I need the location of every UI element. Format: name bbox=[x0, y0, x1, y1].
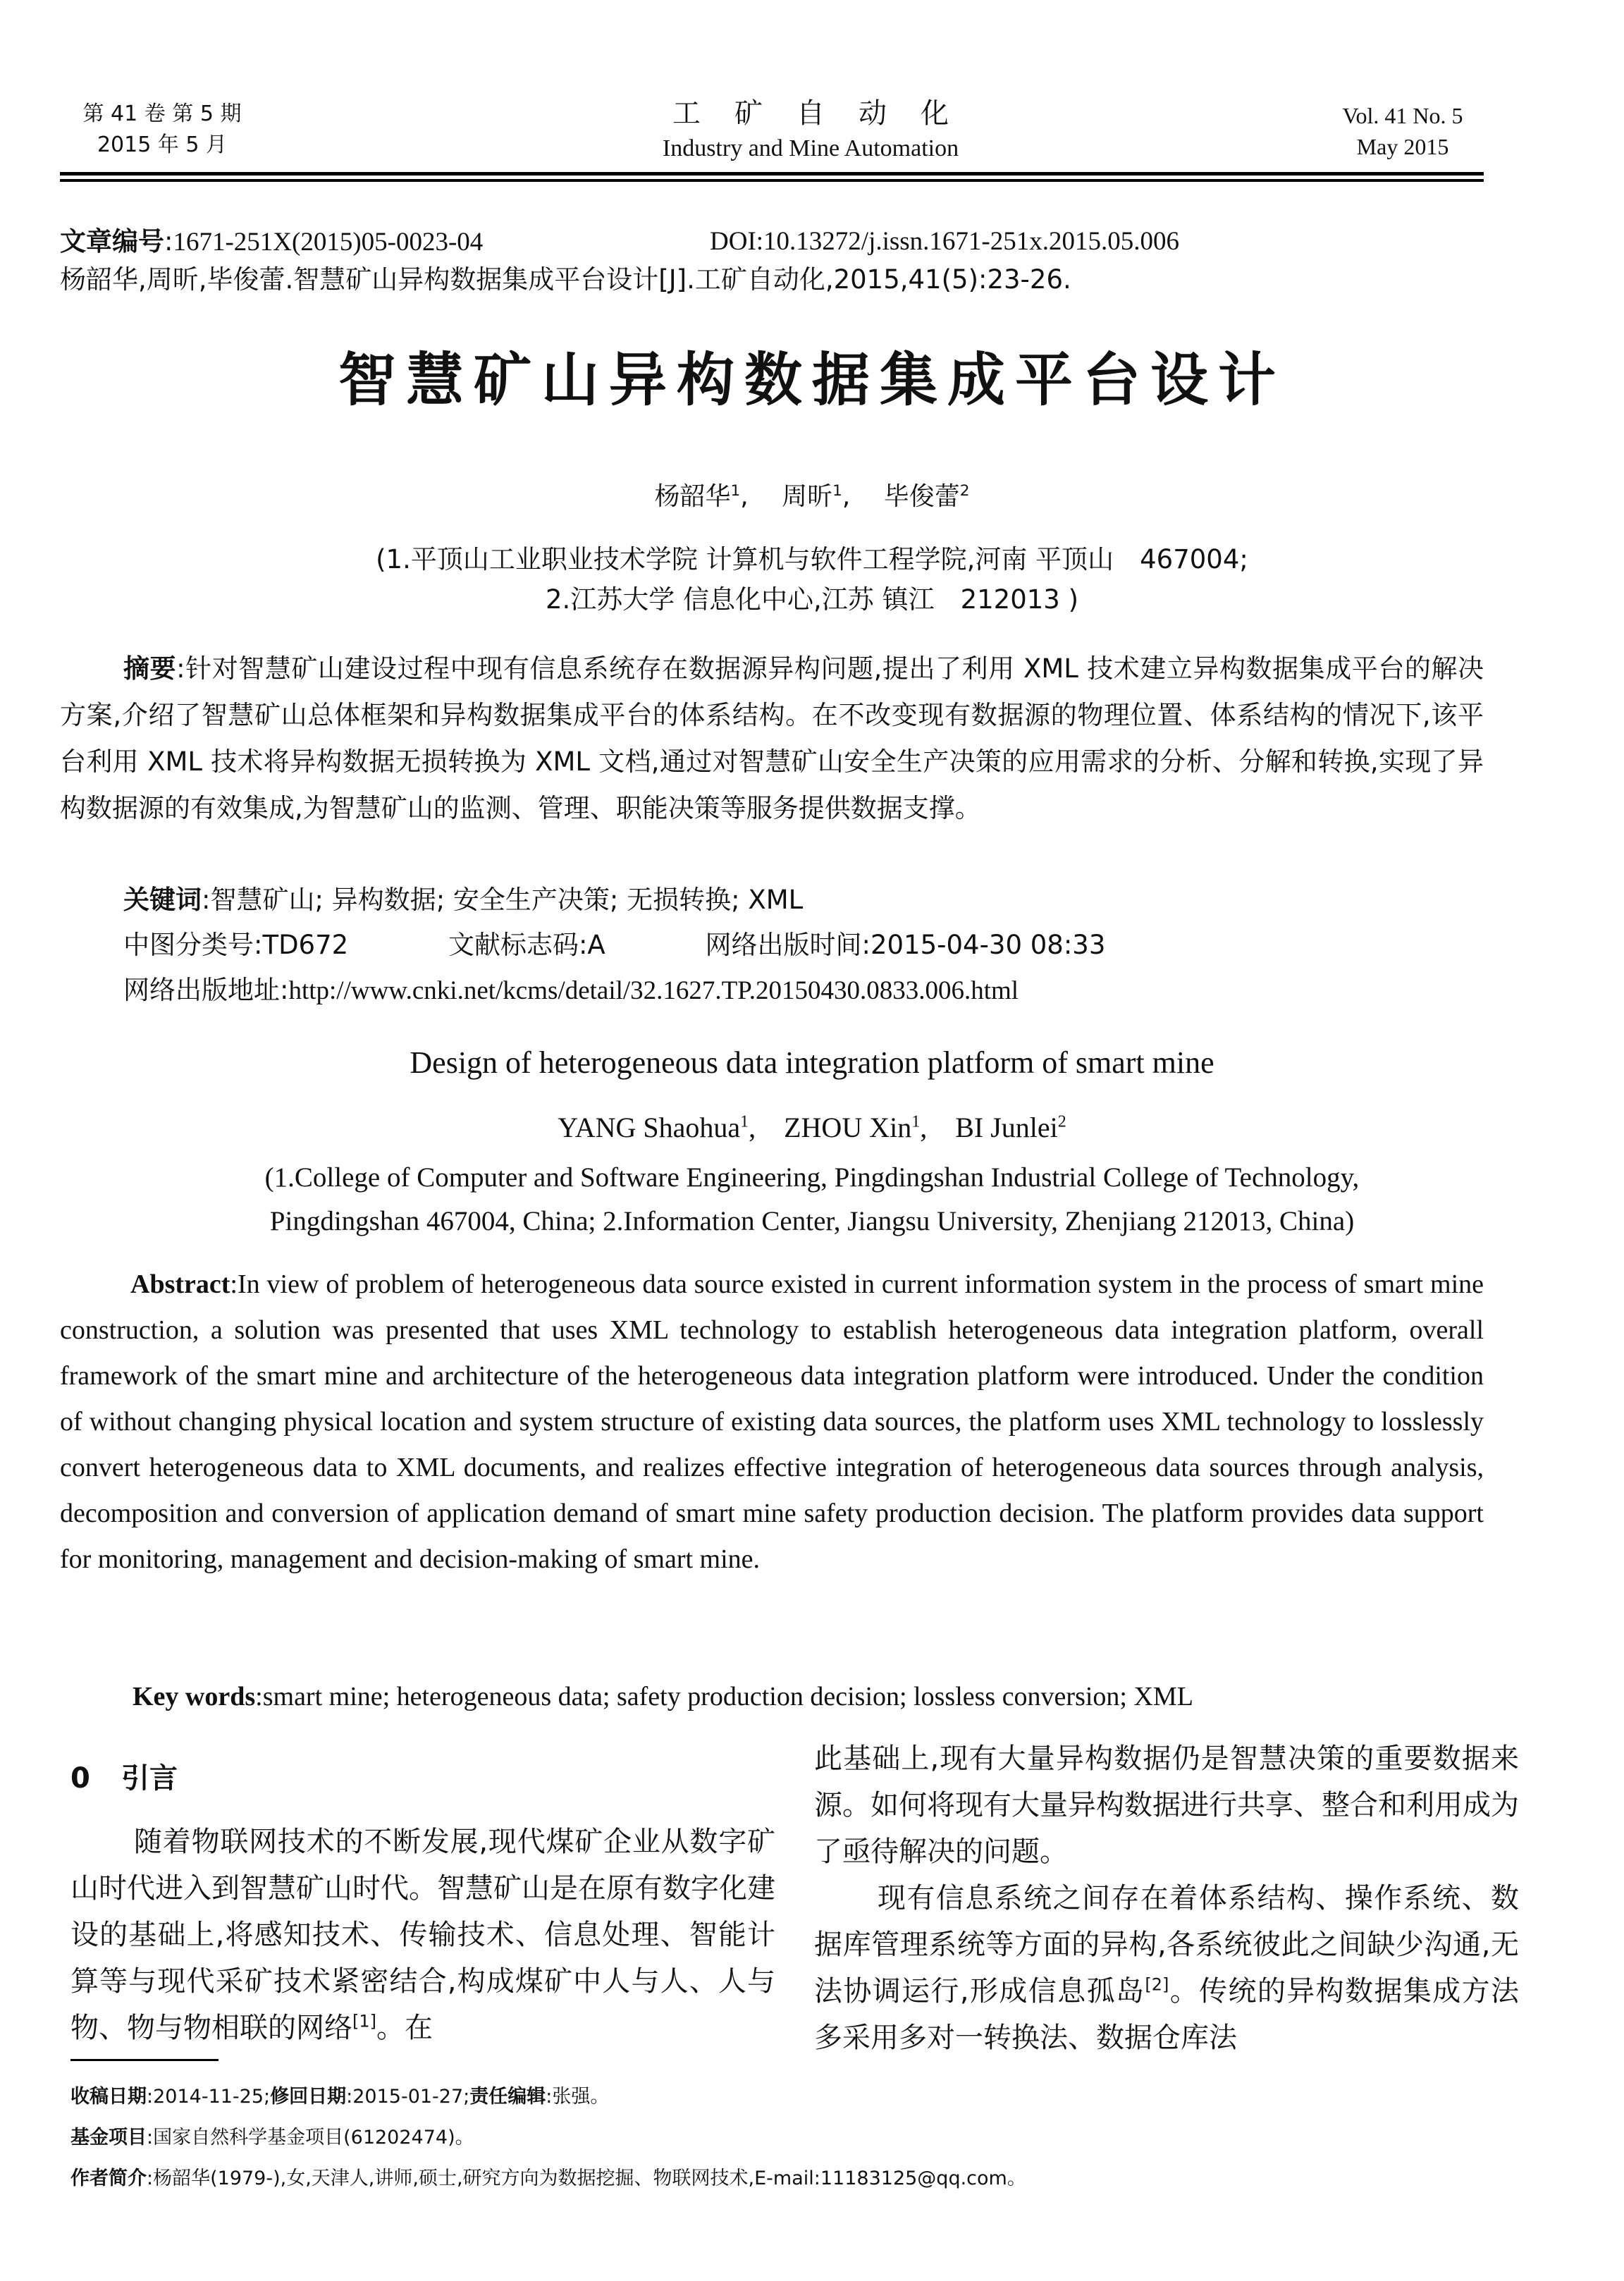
article-number-line bbox=[60, 224, 1179, 260]
paragraph-text: 。在 bbox=[376, 2012, 433, 2044]
separator: , bbox=[920, 1112, 949, 1143]
section-number: 0 bbox=[70, 1762, 90, 1795]
author-name: 毕俊蕾 bbox=[883, 482, 960, 511]
article-number-label: 文章编号 bbox=[60, 226, 164, 257]
affiliations-en bbox=[0, 1156, 1624, 1243]
colon: : bbox=[164, 226, 173, 257]
clc-label: 中图分类号 bbox=[123, 930, 254, 960]
author-affiliation-mark: 1 bbox=[832, 482, 842, 500]
paragraph-text: 此基础上,现有大量异构数据仍是智慧决策的重要数据来源。如何将现有大量异构数据进行共享、整合和利用成为了亟待解决的问题。 bbox=[814, 1742, 1519, 1868]
colon: : bbox=[176, 653, 185, 684]
footnote-dates: 收稿日期:2014-11-25;修回日期:2015-01-27;责任编辑:张强。 bbox=[70, 2086, 610, 2108]
classification-line: 中图分类号:TD672 文献标志码:A 网络出版时间:2015-04-30 08:33 bbox=[123, 930, 1106, 960]
doc-code-value: A bbox=[587, 930, 605, 960]
colon: : bbox=[230, 1269, 238, 1299]
abstract-cn-label: 摘要 bbox=[123, 653, 177, 684]
footnote-rule bbox=[70, 2059, 219, 2061]
online-time-value: 2015-04-30 08:33 bbox=[870, 930, 1106, 960]
keywords-en-label: Key words bbox=[133, 1682, 256, 1711]
bio-text: 杨韶华(1979-),女,天津人,讲师,硕士,研究方向为数据挖掘、物联网技术,E-mail:11183125@qq.com。 bbox=[153, 2168, 1026, 2189]
separator: , bbox=[749, 1112, 777, 1143]
paragraph-text: 随着物联网技术的不断发展,现代煤矿企业从数字矿山时代进入到智慧矿山时代。智慧矿山是在原有数字化建设的基础上,将感知技术、传输技术、信息处理、智能计算等与现代采矿技术紧密结合,构成煤矿中人与人、人与物、物与物相联的网络 bbox=[70, 1826, 775, 2044]
author-name: 周昕 bbox=[782, 482, 833, 511]
journal-name-cn: 工矿自动化 bbox=[672, 97, 983, 130]
author-affiliation-mark: 2 bbox=[1057, 1112, 1066, 1131]
author-name: 杨韶华 bbox=[654, 482, 731, 511]
footnote-author-bio: 作者简介:杨韶华(1979-),女,天津人,讲师,硕士,研究方向为数据挖掘、物联网技术,E-mail:11183125@qq.com。 bbox=[70, 2168, 1026, 2189]
doc-code-label: 文献标志码 bbox=[448, 930, 579, 960]
volume-cn: 第 41 卷 第 5 期 bbox=[82, 102, 242, 126]
footnote-fund: 基金项目:国家自然科学基金项目(61202474)。 bbox=[70, 2127, 474, 2148]
bio-label: 作者简介 bbox=[70, 2168, 147, 2189]
author-affiliation-mark: 1 bbox=[740, 1112, 749, 1131]
header-rule-top bbox=[60, 172, 1484, 176]
body-column-left bbox=[70, 1819, 775, 2051]
online-url-link[interactable]: http://www.cnki.net/kcms/detail/32.1627.TP.20150430.0833.006.html bbox=[288, 976, 1019, 1005]
fund-text: 国家自然科学基金项目(61202474)。 bbox=[153, 2127, 474, 2148]
date-en: May 2015 bbox=[1356, 134, 1449, 159]
doi[interactable]: DOI:10.13272/j.issn.1671-251x.2015.05.006 bbox=[710, 227, 1179, 256]
journal-name bbox=[493, 95, 1128, 166]
fund-label: 基金项目 bbox=[70, 2127, 147, 2148]
paragraph bbox=[814, 1875, 1519, 2061]
received-date: 2014-11-25 bbox=[153, 2086, 264, 2108]
affiliation-line: (1.College of Computer and Software Engineering, Pingdingshan Industrial College of Technology, bbox=[264, 1162, 1360, 1193]
editor-name: 张强。 bbox=[552, 2086, 610, 2108]
online-url-line: 网络出版地址:http://www.cnki.net/kcms/detail/32.1627.TP.20150430.0833.006.html bbox=[123, 975, 1019, 1005]
section-heading bbox=[70, 1759, 178, 1798]
affiliation-line: 2.江苏大学 信息化中心,江苏 镇江 212013 ) bbox=[545, 584, 1079, 615]
page-title: 智慧矿山异构数据集成平台设计 bbox=[338, 347, 1286, 414]
volume-en: Vol. 41 No. 5 bbox=[1342, 103, 1463, 128]
authors-cn bbox=[0, 479, 1624, 515]
keywords-cn-text: 智慧矿山; 异构数据; 安全生产决策; 无损转换; XML bbox=[210, 885, 804, 915]
title-en: Design of heterogeneous data integration platform of smart mine bbox=[410, 1045, 1214, 1080]
received-label: 收稿日期 bbox=[70, 2086, 147, 2108]
abstract-en bbox=[60, 1262, 1484, 1582]
revised-date: 2015-01-27 bbox=[352, 2086, 464, 2108]
citation: 杨韶华,周昕,毕俊蕾.智慧矿山异构数据集成平台设计[J].工矿自动化,2015,41(5):23-26. bbox=[60, 264, 1071, 295]
author-name: YANG Shaohua bbox=[558, 1112, 741, 1143]
keywords-cn bbox=[123, 883, 803, 918]
affiliation-line: (1.平顶山工业职业技术学院 计算机与软件工程学院,河南 平顶山 467004; bbox=[376, 544, 1248, 574]
affiliation-line: Pingdingshan 467004, China; 2.Information Center, Jiangsu University, Zhenjiang 212013, China) bbox=[269, 1206, 1355, 1236]
paragraph-text: 现有信息系统之间存在着体系结构、操作系统、数据库管理系统等方面的异构,各系统彼此之间缺少沟通,无法协调运行,形成信息孤岛 bbox=[814, 1882, 1519, 2008]
abstract-cn bbox=[60, 646, 1484, 832]
keywords-en-text: smart mine; heterogeneous data; safety production decision; lossless conversion; XML bbox=[262, 1682, 1193, 1711]
abstract-cn-text: 针对智慧矿山建设过程中现有信息系统存在数据源异构问题,提出了利用 XML 技术建立异构数据集成平台的解决方案,介绍了智慧矿山总体框架和异构数据集成平台的体系结构。在不改变现有数据源的物理位置、体系结构的情况下,该平台利用 XML 技术将异构数据无损转换为 XML 文档,通过对智慧矿山安全生产决策的应用需求的分析、分解和转换,实现了异构数据源的有效集成,为智慧矿山的监测、管理、职能决策等服务提供数据支撑。 bbox=[60, 653, 1484, 823]
section-title: 引言 bbox=[121, 1762, 178, 1795]
colon: : bbox=[255, 1682, 263, 1711]
journal-name-en: Industry and Mine Automation bbox=[662, 135, 959, 161]
authors-en bbox=[0, 1108, 1624, 1148]
separator: , bbox=[842, 482, 876, 511]
citation-ref[interactable]: [1] bbox=[352, 2011, 376, 2031]
issue-info-en bbox=[1311, 100, 1494, 162]
revised-label: 修回日期 bbox=[270, 2086, 347, 2108]
author-affiliation-mark: 1 bbox=[730, 482, 741, 500]
separator: , bbox=[740, 482, 774, 511]
author-affiliation-mark: 2 bbox=[959, 482, 970, 500]
date-cn: 2015 年 5 月 bbox=[97, 133, 228, 157]
body-column-right bbox=[814, 1735, 1519, 2061]
online-url-label: 网络出版地址 bbox=[123, 975, 280, 1005]
affiliations-cn bbox=[0, 539, 1624, 620]
header-rule-bottom bbox=[60, 179, 1484, 182]
keywords-cn-label: 关键词 bbox=[123, 885, 202, 915]
editor-label: 责任编辑 bbox=[469, 2086, 546, 2108]
article-number: 1671-251X(2015)05-0023-04 bbox=[173, 228, 484, 257]
online-time-label: 网络出版时间 bbox=[705, 930, 862, 960]
citation-ref[interactable]: [2] bbox=[1145, 1974, 1169, 1995]
clc-value: TD672 bbox=[262, 930, 349, 960]
paragraph-text: 。传统的异构数据集成方法多采用多对一转换法、数据仓库法 bbox=[814, 1975, 1519, 2054]
author-name: BI Junlei bbox=[955, 1112, 1058, 1143]
colon: : bbox=[202, 885, 211, 915]
abstract-en-label: Abstract bbox=[130, 1269, 230, 1299]
abstract-en-text: In view of problem of heterogeneous data source existed in current information system in the process of smart mine construction, a solution was presented that uses XML technology to establish heterogeneous data integration platform, overall framework of the smart mine and architecture of the heterogeneous data integration platform were introduced. Under the condition of without changing physical location and system structure of existing data sources, the platform uses XML technology to losslessly convert heterogeneous data to XML documents, and realizes effective integration of heterogeneous data sources through analysis, decomposition and conversion of application demand of smart mine safety production decision. The platform provides data support for monitoring, management and decision-making of smart mine. bbox=[60, 1269, 1484, 1574]
author-affiliation-mark: 1 bbox=[911, 1112, 921, 1131]
issue-info-cn bbox=[70, 99, 254, 161]
author-name: ZHOU Xin bbox=[784, 1112, 912, 1143]
keywords-en bbox=[133, 1678, 1193, 1716]
